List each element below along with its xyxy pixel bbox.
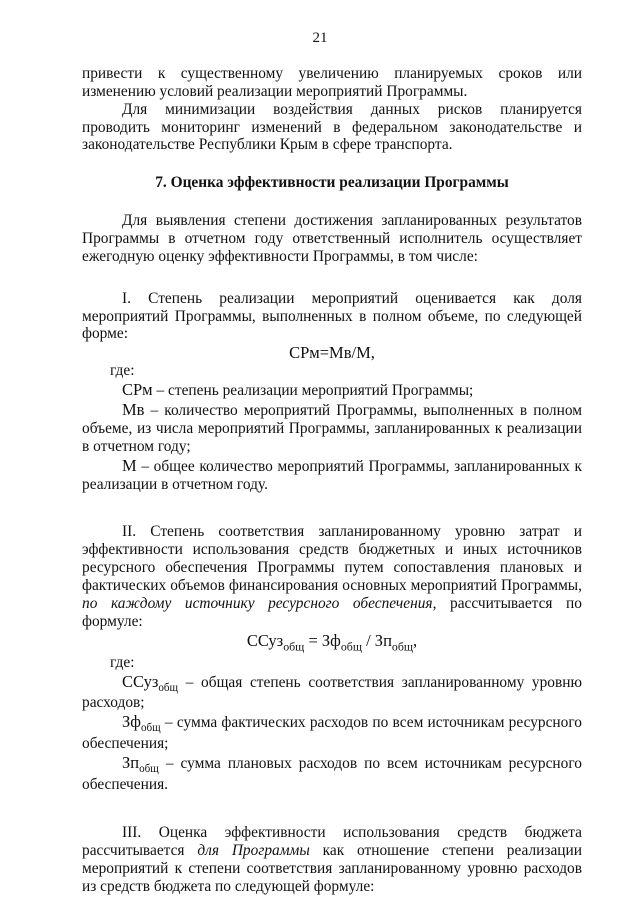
definition-srm: СРм – степень реализации мероприятий Программы; <box>122 380 474 400</box>
paragraph-risk-mitigation: Для минимизации воздействия данных рисков планируется проводить мониторинг изменений в федеральном законодательстве и законодательстве Республики Крым в сфере транспорта. <box>82 100 582 154</box>
definition-ssuz: ССуз$_{общ}$ – общая степень соответствия запланированному уровню расходов; <box>82 671 582 712</box>
definition-zp: $Зп_{общ}$ – сумма плановых расходов по всем источникам ресурсного обеспечения. <box>82 753 582 794</box>
symbol-m: М <box>122 455 137 475</box>
definition-mv: Мв – количество мероприятий Программы, выполненных в полном объеме, из числа мероприятий Программы, запланированных к реализации в отчетном году; <box>82 400 582 455</box>
paragraph-intro: Для выявления степени достижения запланированных результатов Программы в отчетном году ответственный исполнитель осуществляет ежегодную оценку эффективности Программы, в том числе: <box>82 212 582 265</box>
paragraph-continued: привести к существенному увеличению планируемых сроков или изменению условий реализации мероприятий Программы. <box>82 65 582 100</box>
page-number: 21 <box>312 30 328 46</box>
section-3-text: III. Оценка эффективности использования средств бюджета рассчитывается для Программы как отношение степени реализации мероприятий к степени соответствия запланированному уровню расходов из средств бюджета по следующей формуле: <box>82 823 583 895</box>
section-heading: 7. Оценка эффективности реализации Программы <box>155 174 509 192</box>
definition-m: М – общее количество мероприятий Программы, запланированных к реализации в отчетном году. <box>82 455 582 493</box>
where-label-2: где: <box>110 653 135 671</box>
section-2-text: II. Степень соответствия запланированному уровню затрат и эффективности использования средств бюджетных и иных источников ресурсного обеспечения Программы путем сопоставления плановых и фактических объемов финансирования основных мероприятий Программы, по каждому источнику ресурсного обеспечения, рассчитывается по формуле: <box>82 523 582 630</box>
where-label-1: где: <box>110 362 135 380</box>
definition-zf: $Зф_{общ}$ – сумма фактических расходов по всем источникам ресурсного обеспечения; <box>82 712 582 753</box>
page-body <box>82 65 582 895</box>
formula-2: ССуз$_{общ}$ = $Зф_{общ} / Зп_{общ}$, <box>246 630 418 653</box>
section-1-text: I. Степень реализации мероприятий оценивается как доля мероприятий Программы, выполненных в полном объеме, по следующей форме: <box>82 289 582 343</box>
symbol-mv: Мв <box>122 400 145 420</box>
symbol-srm: СРм <box>122 380 153 400</box>
formula-1: СРм=Мв/М, <box>289 343 375 363</box>
